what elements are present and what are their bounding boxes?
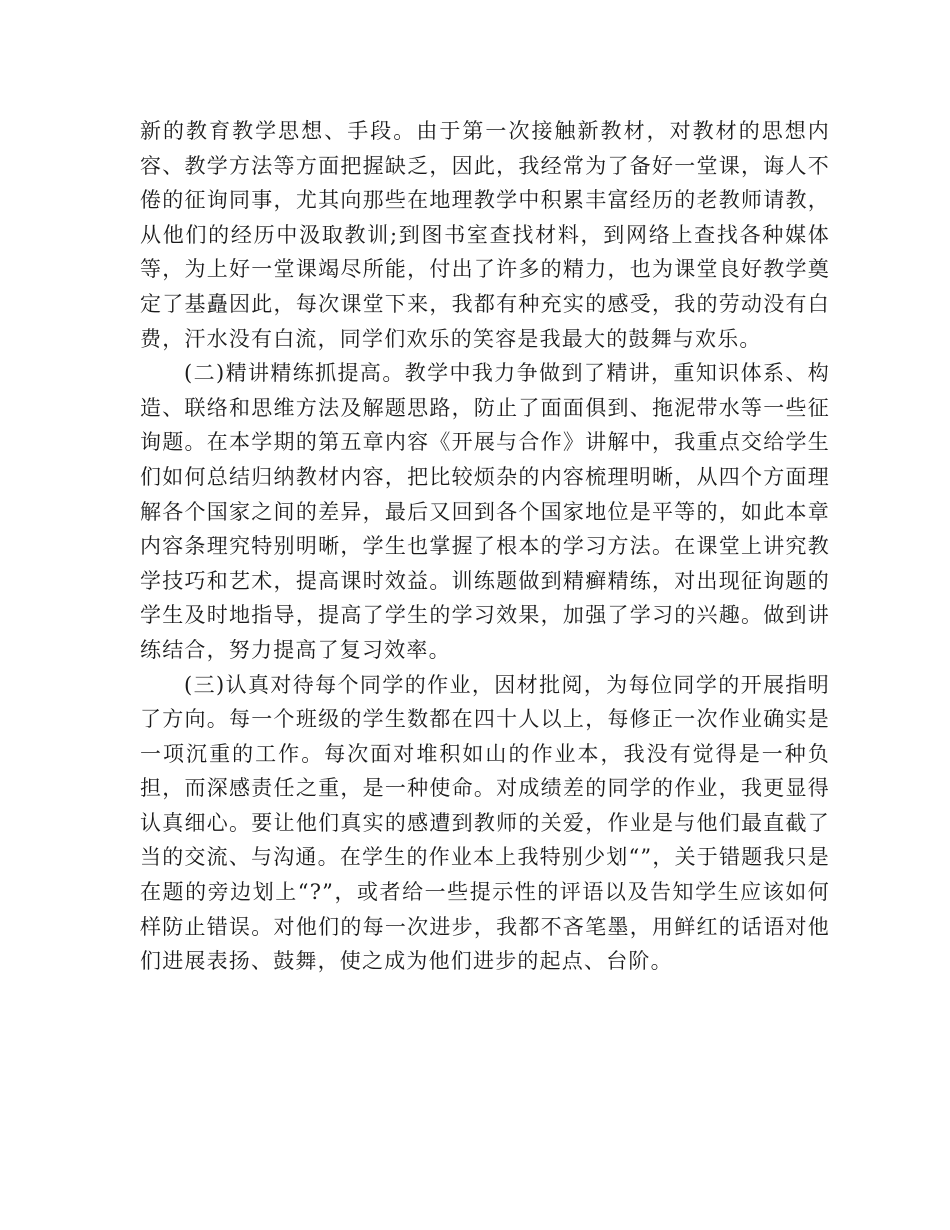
paragraph-2: (二)精讲精练抓提高。教学中我力争做到了精讲，重知识体系、构造、联络和思维方法及解题思路，防止了面面俱到、拖泥带水等一些征询题。在本学期的第五章内容《开展与合作》讲解中，我重点交给学生们如何总结归纳教材内容，把比较烦杂的内容梳理明晰，从四个方面理解各个国家之间的差异，最后又回到各个国家地位是平等的，如此本章内容条理究特别明晰，学生也掌握了根本的学习方法。在课堂上讲究教学技巧和艺术，提高课时效益。训练题做到精癣精练，对出现征询题的学生及时地指导，提高了学生的学习效果，加强了学习的兴趣。做到讲练结合，努力提高了复习效率。 [140,361,830,662]
paragraph-3: (三)认真对待每个同学的作业，因材批阅，为每位同学的开展指明了方向。每一个班级的学生数都在四十人以上，每修正一次作业确实是一项沉重的工作。每次面对堆积如山的作业本，我没有觉得是一种负担，而深感责任之重，是一种使命。对成绩差的同学的作业，我更显得认真细心。要让他们真实的感遭到教师的关爱，作业是与他们最直截了当的交流、与沟通。在学生的作业本上我特别少划“”，关于错题我只是在题的旁边划上“?”，或者给一些提示性的评语以及告知学生应该如何样防止错误。对他们的每一次进步，我都不吝笔墨，用鲜红的话语对他们进展表扬、鼓舞，使之成为他们进步的起点、台阶。 [140,672,830,974]
paragraph-1: 新的教育教学思想、手段。由于第一次接触新教材，对教材的思想内容、教学方法等方面把握缺乏，因此，我经常为了备好一堂课，诲人不倦的征询同事，尤其向那些在地理教学中积累丰富经历的老教师请教，从他们的经历中汲取教训;到图书室查找材料，到网络上查找各种媒体等，为上好一堂课竭尽所能，付出了许多的精力，也为课堂良好教学奠定了基矗因此，每次课堂下来，我都有种充实的感受，我的劳动没有白费，汗水没有白流，同学们欢乐的笑容是我最大的鼓舞与欢乐。 [140,119,830,351]
body-text [140,114,830,979]
